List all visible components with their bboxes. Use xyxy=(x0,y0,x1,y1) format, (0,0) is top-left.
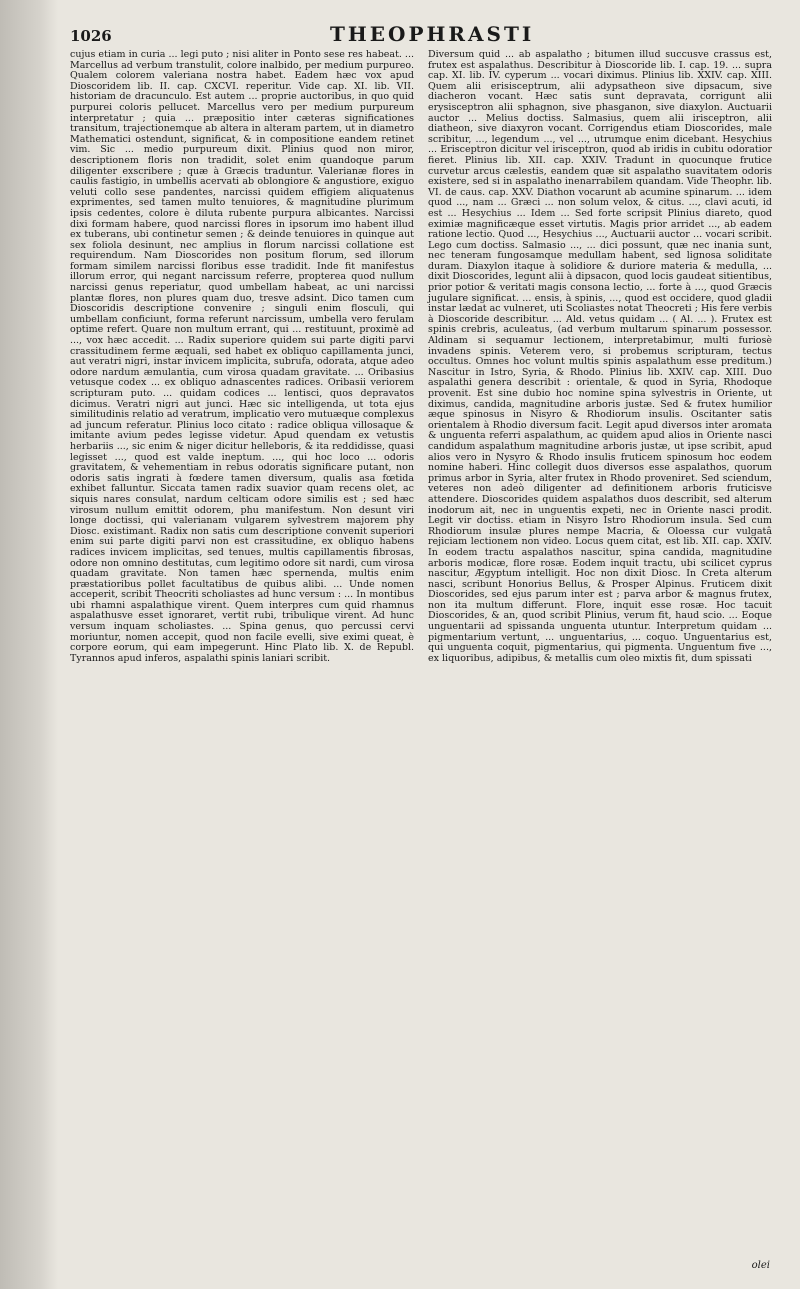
right-column xyxy=(428,50,772,664)
right-column-text: Diversum quid ... ab aspalatho ; bitumen illud succusve crassus est, frutex est aspalathus. Describitur à Dioscoride lib. I. cap. 19. ... supra cap. XI. lib. IV. cyperum ... vocari diximus. Plinius lib. XXIV. cap. XIII. Quem alii erisisceptrum, alii adypsatheon sive dipsacum, sive diacheron vocant. Hæc satis sunt depravata, corrigunt alii erysisceptron alii sphagnon, sive phasganon, sive diaxylon. Auctuarii auctor ... Melius doctiss. Salmasius, quem alii irisceptron, alii diatheon, sive diaxyron vocant. Corrigendus etiam Dioscorides, male scribitur, ..., legendum ..., vel ..., utrumque enim dicebant. Hesychius ... Erisceptron dicitur vel irisceptron, quod ab iridis in cubitu odoratior fieret. Plinius lib. XII. cap. XXIV. Tradunt in quocunque frutice curvetur arcus cælestis, eandem quæ sit aspalatho suavitatem odoris existere, sed si in aspalatho inenarrabilem quandam. Vide Theophr. lib. VI. de caus. cap. XXV. Diathon vocarunt ab acumine spinarum. ... idem quod ..., nam ... Græci ... non solum velox, & citus. ..., clavi acuti, id est ... Hesychius ... Idem ... Sed forte scripsit Plinius diareto, quod eximiæ magnificæque esset virtutis. Magis prior arridet ..., ab eadem ratione lectio. Quod ..., Hesychius ..., Auctuarii auctor ... vocari scribit. Lego cum doctiss. Salmasio ..., ... dici possunt, quæ nec inania sunt, nec teneram fungosamque medullam habent, sed lignosa soliditate duram. Diaxylon itaque à solidiore & duriore materia & medulla, ... dixit Dioscorides, legunt alii à dipsacon, quod locis gaudeat sitientibus, prior potior & veritati magis consona lectio, ... forte à ..., quod Græcis jugulare significat. ... ensis, à spinis, ..., quod est occidere, quod gladii instar lædat ac vulneret, uti Scoliastes notat Theocreti ; His fere verbis à Dioscoride describitur. ... Ald. vetus quidam ... ( Al. ... ). Frutex est spinis crebris, aculeatus, (ad verbum multarum spinarum possessor. Aldinam si sequamur lectionem, interpretabimur, multi furiosè invadens spinis. Veterem vero, si probemus scripturam, tectus occultus. Omnes hoc volunt multis spinis aspalathum esse preditum.) Nascitur in Istro, Syria, & Rhodo. Plinius lib. XXIV. cap. XIII. Duo aspalathi genera describit : orientale, & quod in Syria, Rhodoque provenit. Est sine dubio hoc nomine spina sylvestris in Oriente, ut diximus, candida, magnitudine arboris justæ. Sed & frutex humilior æque spinosus in Nisyro & Rhodiorum insulis. Oscitanter satis orientalem à Rhodio diversum facit. Legit apud diversos inter aromata & unguenta referri aspalathum, ac quidem apud alios in Oriente nasci candidum aspalathum magnitudine arboris justæ, ut ipse scribit, apud alios vero in Nysyro & Rhodo insulis fruticem spinosum hoc eodem nomine haberi. Hinc collegit duos diversos esse aspalathos, quorum primus arbor in Syria, alter frutex in Rhodo proveniret. Sed sciendum, veteres non adeò diligenter ad definitionem arboris fruticisve attendere. Dioscorides quidem aspalathos duos describit, sed alterum inodorum ait, nec in unguentis expeti, nec in Oriente nasci prodit. Legit vir doctiss. etiam in Nisyro Istro Rhodiorum insula. Sed cum Rhodiorum insulæ plures nempe Macria, & Oloessa cur vulgatâ rejiciam lectionem non video. Locus quem citat, est lib. XII. cap. XXIV. In eodem tractu aspalathos nascitur, spina candida, magnitudine arboris modicæ, flore rosæ. Eodem inquit tractu, ubi scilicet cyprus nascitur, Ægyptum intelligit. Hoc non dixit Diosc. In Creta alterum nasci, scribunt Honorius Bellus, & Prosper Alpinus. Fruticem dixit Dioscorides, sed ejus parum inter est ; parva arbor & magnus frutex, non ita multum differunt. Flore, inquit esse rosæ. Hoc tacuit Dioscorides, & an, quod scribit Plinius, verum fit, haud scio. ... Eoque unguentarii ad spissanda unguenta utuntur. Interpretum quidam ... pigmentarium vertunt, ... unguentarius, ... coquo. Unguentarius est, qui unguenta coquit, pigmentarius, qui pigmenta. Unguentum five ..., ex liquoribus, adipibus, & metallis cum oleo mixtis fit, dum spissati xyxy=(428,49,773,664)
text-columns xyxy=(70,50,772,664)
binding-gutter xyxy=(0,0,58,1289)
page-header xyxy=(70,22,772,48)
left-column xyxy=(70,50,414,664)
page-number: 1026 xyxy=(70,27,112,45)
catchword: olei xyxy=(751,1260,770,1271)
left-column-text: cujus etiam in curia ... legi puto ; nisi aliter in Ponto sese res habeat. ... Marcellus ad verbum transtulit, colore inalbido, per medium purpureo. Qualem colorem valeriana nostra habet. Eadem hæc vox apud Dioscoridem lib. II. cap. CXCVI. reperitur. Vide cap. XI. lib. VII. historiam de dracunculo. Est autem ... proprie auctoribus, in quo quid purpurei coloris pellucet. Marcellus vero per medium purpureum interpretatur ; quia ... præpositio inter cæteras significationes transitum, trajectionemque ab altera in alteram partem, ut in diametro Mathematici ostendunt, significat, & in compositione eandem retinet vim. Sic ... medio purpureum dixit. Plinius quod non miror, descriptionem floris non tradidit, solet enim quandoque parum diligenter exscribere ; quæ à Græcis traduntur. Valerianæ flores in caulis fastigio, in umbellis acervati ab oblongiore & angustiore, exiguo veluti collo sese pandentes, narcissi quidem effigiem aliquatenus exprimentes, sed tamen multo tenuiores, & magnitudine plurimum ipsis cedentes, colore è diluta rubente purpura albicantes. Narcissi dixi formam habere, quod narcissi flores in ipsorum imo habent illud ex tuberans, ubi continetur semen ; & deinde tenuiores in quinque aut sex foliola desinunt, nec amplius in florum narcissi collatione est requirendum. Nam Dioscorides non positum florum, sed illorum formam similem narcissi floribus esse tradidit. Inde fit manifestus illorum error, qui negant narcissum referre, propterea quod nullum narcissi genus reperiatur, quod umbellam habeat, ac uni narcissi plantæ flores, non plures quam duo, tresve adsint. Dico tamen cum Dioscoridis descriptione convenire ; singuli enim flosculi, qui umbellam conficiunt, forma referunt narcissum, umbella vero ferulam optime refert. Quare non multum errant, qui ... restituunt, proximè ad ..., vox hæc accedit. ... Radix superiore quidem sui parte digiti parvi crassitudinem ferme æquali, sed habet ex obliquo capillamenta junci, aut veratri nigri, instar invicem implicita, subrufa, odorata, atque adeo odore nardum æmulantia, cum virosa quadam gravitate. ... Oribasius vetusque codex ... ex obliquo adnascentes radices. Oribasii veriorem scripturam puto. ... quidam codices ... lentisci, quos depravatos dicimus. Veratri nigri aut junci. Hæc sic intelligenda, ut tota ejus similitudinis relatio ad veratrum, implicatio vero mutuæque complexus ad juncum referatur. Plinius loco citato : radice obliqua villosaque & imitante avium pedes legisse videtur. Apud quendam ex vetustis herbariis ..., sic enim & niger dicitur helleboris, & ita reddidisse, quasi legisset ..., quod est valde ineptum. ..., qui hoc loco ... odoris gravitatem, & vehementiam in rebus odoratis significare putant, non odoris satis ingrati à fœdere tamen diversum, qualis asa fœtida exhibet falluntur. Siccata tamen radix suavior quam recens olet, ac siquis nares consulat, nardum celticam odore similis est ; sed hæc virosum nullum emittit odorem, phu manifestum. Non desunt viri longe doctissi, qui valerianam vulgarem sylvestrem majorem phy Diosc. existimant. Radix non satis cum descriptione convenit superiori enim sui parte digiti parvi non est crassitudine, ex obliquo habens radices invicem implicitas, sed tenues, multis capillamentis fibrosas, odore non omnino destitutas, cum legitimo odore sit nardi, cum virosa quadam gravitate. Non tamen hæc spernenda, multis enim præstatioribus pollet facultatibus de quibus alibi. ... Unde nomen acceperit, scribit Theocriti scholiastes ad hunc versum : ... In montibus ubi rhamni aspalathique virent. Quem interpres cum quid rhamnus aspalathusve esset ignoraret, vertit rubi, tribulique virent. Ad hunc versum inquam scholiastes. ... Spina genus, quo percussi cervi moriuntur, nomen accepit, quod non facile evelli, sive eximi queat, è corpore eorum, qui eam impegerunt. Hinc Plato lib. X. de Republ. Tyrannos apud inferos, aspalathi spinis laniari scribit. xyxy=(70,49,414,664)
running-head: THEOPHRASTI xyxy=(330,22,535,46)
